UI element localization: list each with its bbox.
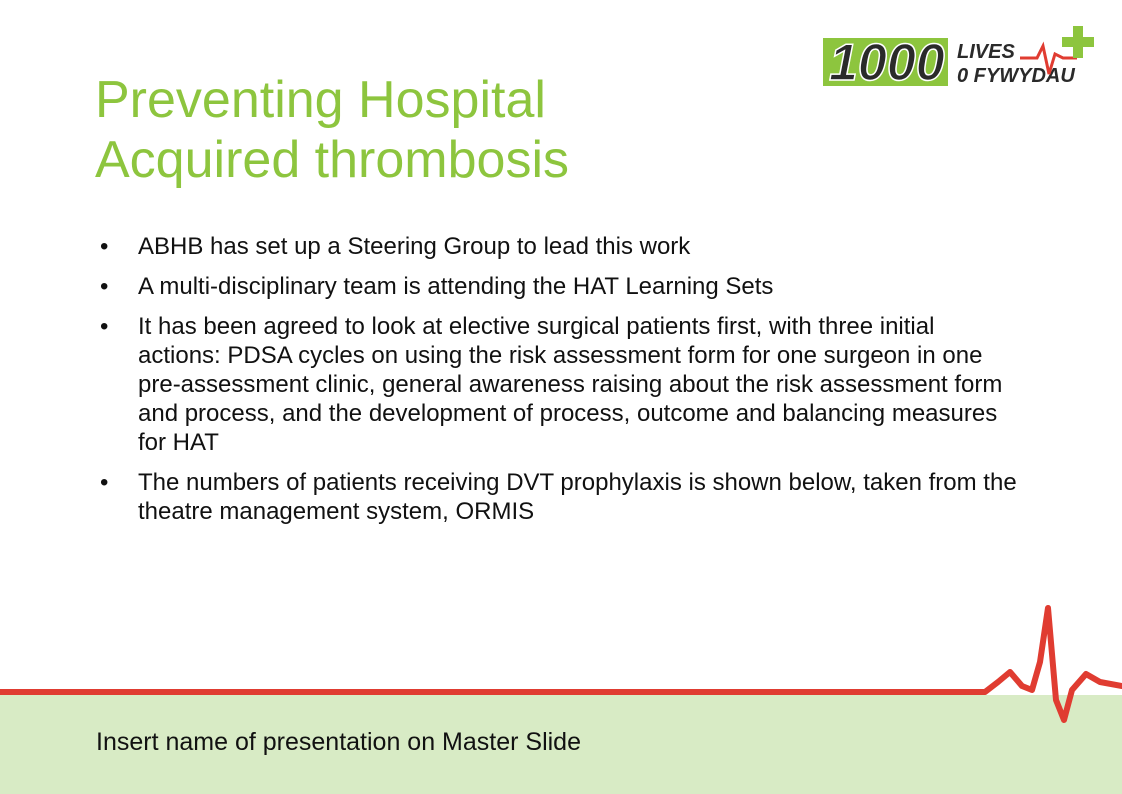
title-line-2: Acquired thrombosis bbox=[95, 131, 569, 189]
logo-number: 1000 bbox=[829, 34, 945, 92]
bullet-marker: • bbox=[100, 233, 109, 260]
bullet-item bbox=[100, 272, 1020, 301]
bullet-marker: • bbox=[100, 469, 109, 496]
1000-lives-logo bbox=[815, 18, 1105, 98]
slide-title bbox=[95, 70, 795, 190]
logo-line1: LIVES bbox=[957, 41, 1015, 63]
bullet-item bbox=[100, 232, 1020, 261]
bullet-marker: • bbox=[100, 313, 109, 340]
logo-plus-icon bbox=[1062, 26, 1094, 58]
bullet-text: ABHB has set up a Steering Group to lead this work bbox=[138, 233, 691, 260]
bullet-list bbox=[100, 232, 1020, 537]
bullet-item bbox=[100, 312, 1020, 457]
title-line-1: Preventing Hospital bbox=[95, 71, 546, 129]
bullet-marker: • bbox=[100, 273, 109, 300]
bullet-text: A multi-disciplinary team is attending the HAT Learning Sets bbox=[138, 273, 774, 300]
logo-line2: 0 FYWYDAU bbox=[957, 65, 1075, 87]
footer-presentation-name: Insert name of presentation on Master Slide bbox=[96, 728, 581, 756]
bullet-item bbox=[100, 468, 1020, 526]
bullet-text: It has been agreed to look at elective surgical patients first, with three initial actions: PDSA cycles on using the risk assessment form for one surgeon in one pre-assessment clinic, general awareness raising about the risk assessment form and process, and the development of process, outcome and balancing measures for HAT bbox=[138, 313, 1003, 456]
ecg-heartbeat-line bbox=[0, 590, 1122, 730]
bullet-text: The numbers of patients receiving DVT prophylaxis is shown below, taken from the theatre management system, ORMIS bbox=[138, 469, 1017, 525]
